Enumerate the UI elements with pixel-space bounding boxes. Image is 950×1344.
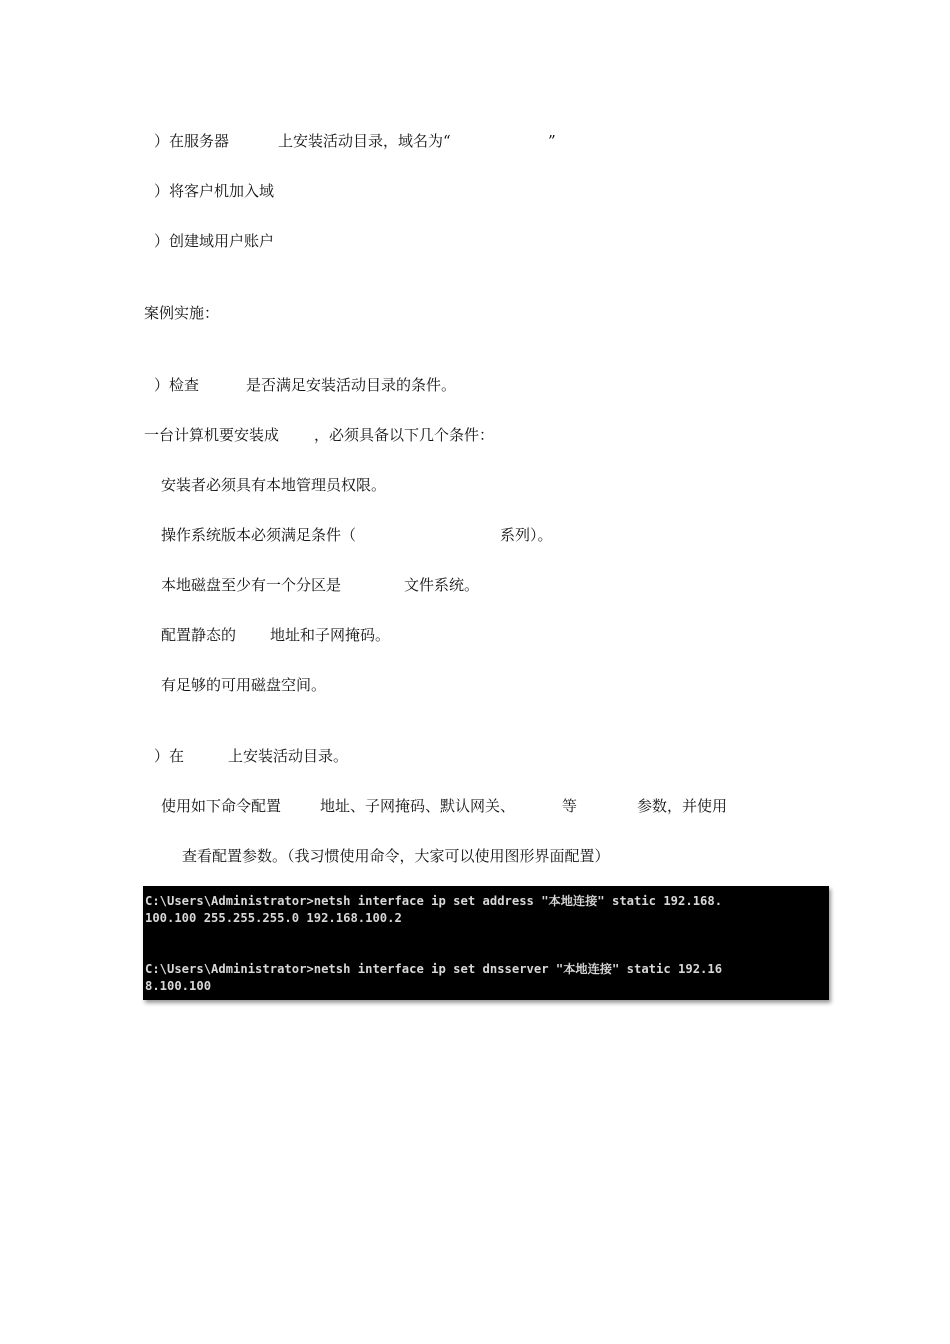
goal-text: ）将客户机加入域 [154,182,275,200]
condition-text: 安装者必须具有本地管理员权限。 [161,476,387,494]
console-line: C:\Users\Administrator>netsh interface ip set dnsserver "本地连接" static 192.16 [145,962,723,976]
step1-heading-part-1: ）检查 [154,376,200,394]
step1-intro-part-2: ，必须具备以下几个条件： [314,426,495,444]
step2-heading-part-1: ）在 [154,747,185,765]
condition-text-part-1: 操作系统版本必须满足条件（ [161,526,357,544]
condition-text: 有足够的可用磁盘空间。 [161,676,327,694]
condition-text-part-1: 配置静态的 [161,626,237,644]
step2-desc-part-1: 使用如下命令配置 [161,797,282,815]
goal-text-part-2: 上安装活动目录，域名为“ [278,132,451,150]
step2-description-line-2: 查看配置参数。（我习惯使用命令，大家可以使用图形界面配置） [182,847,610,865]
command-prompt-screenshot [143,886,829,1000]
condition-text-part-1: 本地磁盘至少有一个分区是 [161,576,342,594]
goal-text-part-3: ” [548,132,556,150]
step2-heading-part-2: 上安装活动目录。 [228,747,349,765]
step2-desc-part-2: 地址、子网掩码、默认网关、 [320,797,516,815]
step1-intro-part-1: 一台计算机要安装成 [144,426,280,444]
console-line: 100.100 255.255.255.0 192.168.100.2 [145,911,402,925]
goal-text-part-1: ）在服务器 [154,132,230,150]
goal-text: ）创建域用户账户 [154,232,275,250]
step1-heading-part-2: 是否满足安装活动目录的条件。 [246,376,457,394]
console-line: 8.100.100 [145,979,212,993]
condition-text-part-2: 地址和子网掩码。 [270,626,391,644]
section-title: 案例实施： [144,304,220,322]
condition-text-part-2: 文件系统。 [404,576,480,594]
console-line: C:\Users\Administrator>netsh interface ip set address "本地连接" static 192.168. [145,894,723,908]
step2-desc-part-3: 等 [562,797,578,815]
condition-text-part-2: 系列）。 [500,526,553,544]
step2-desc-part-4: 参数，并使用 [637,797,728,815]
